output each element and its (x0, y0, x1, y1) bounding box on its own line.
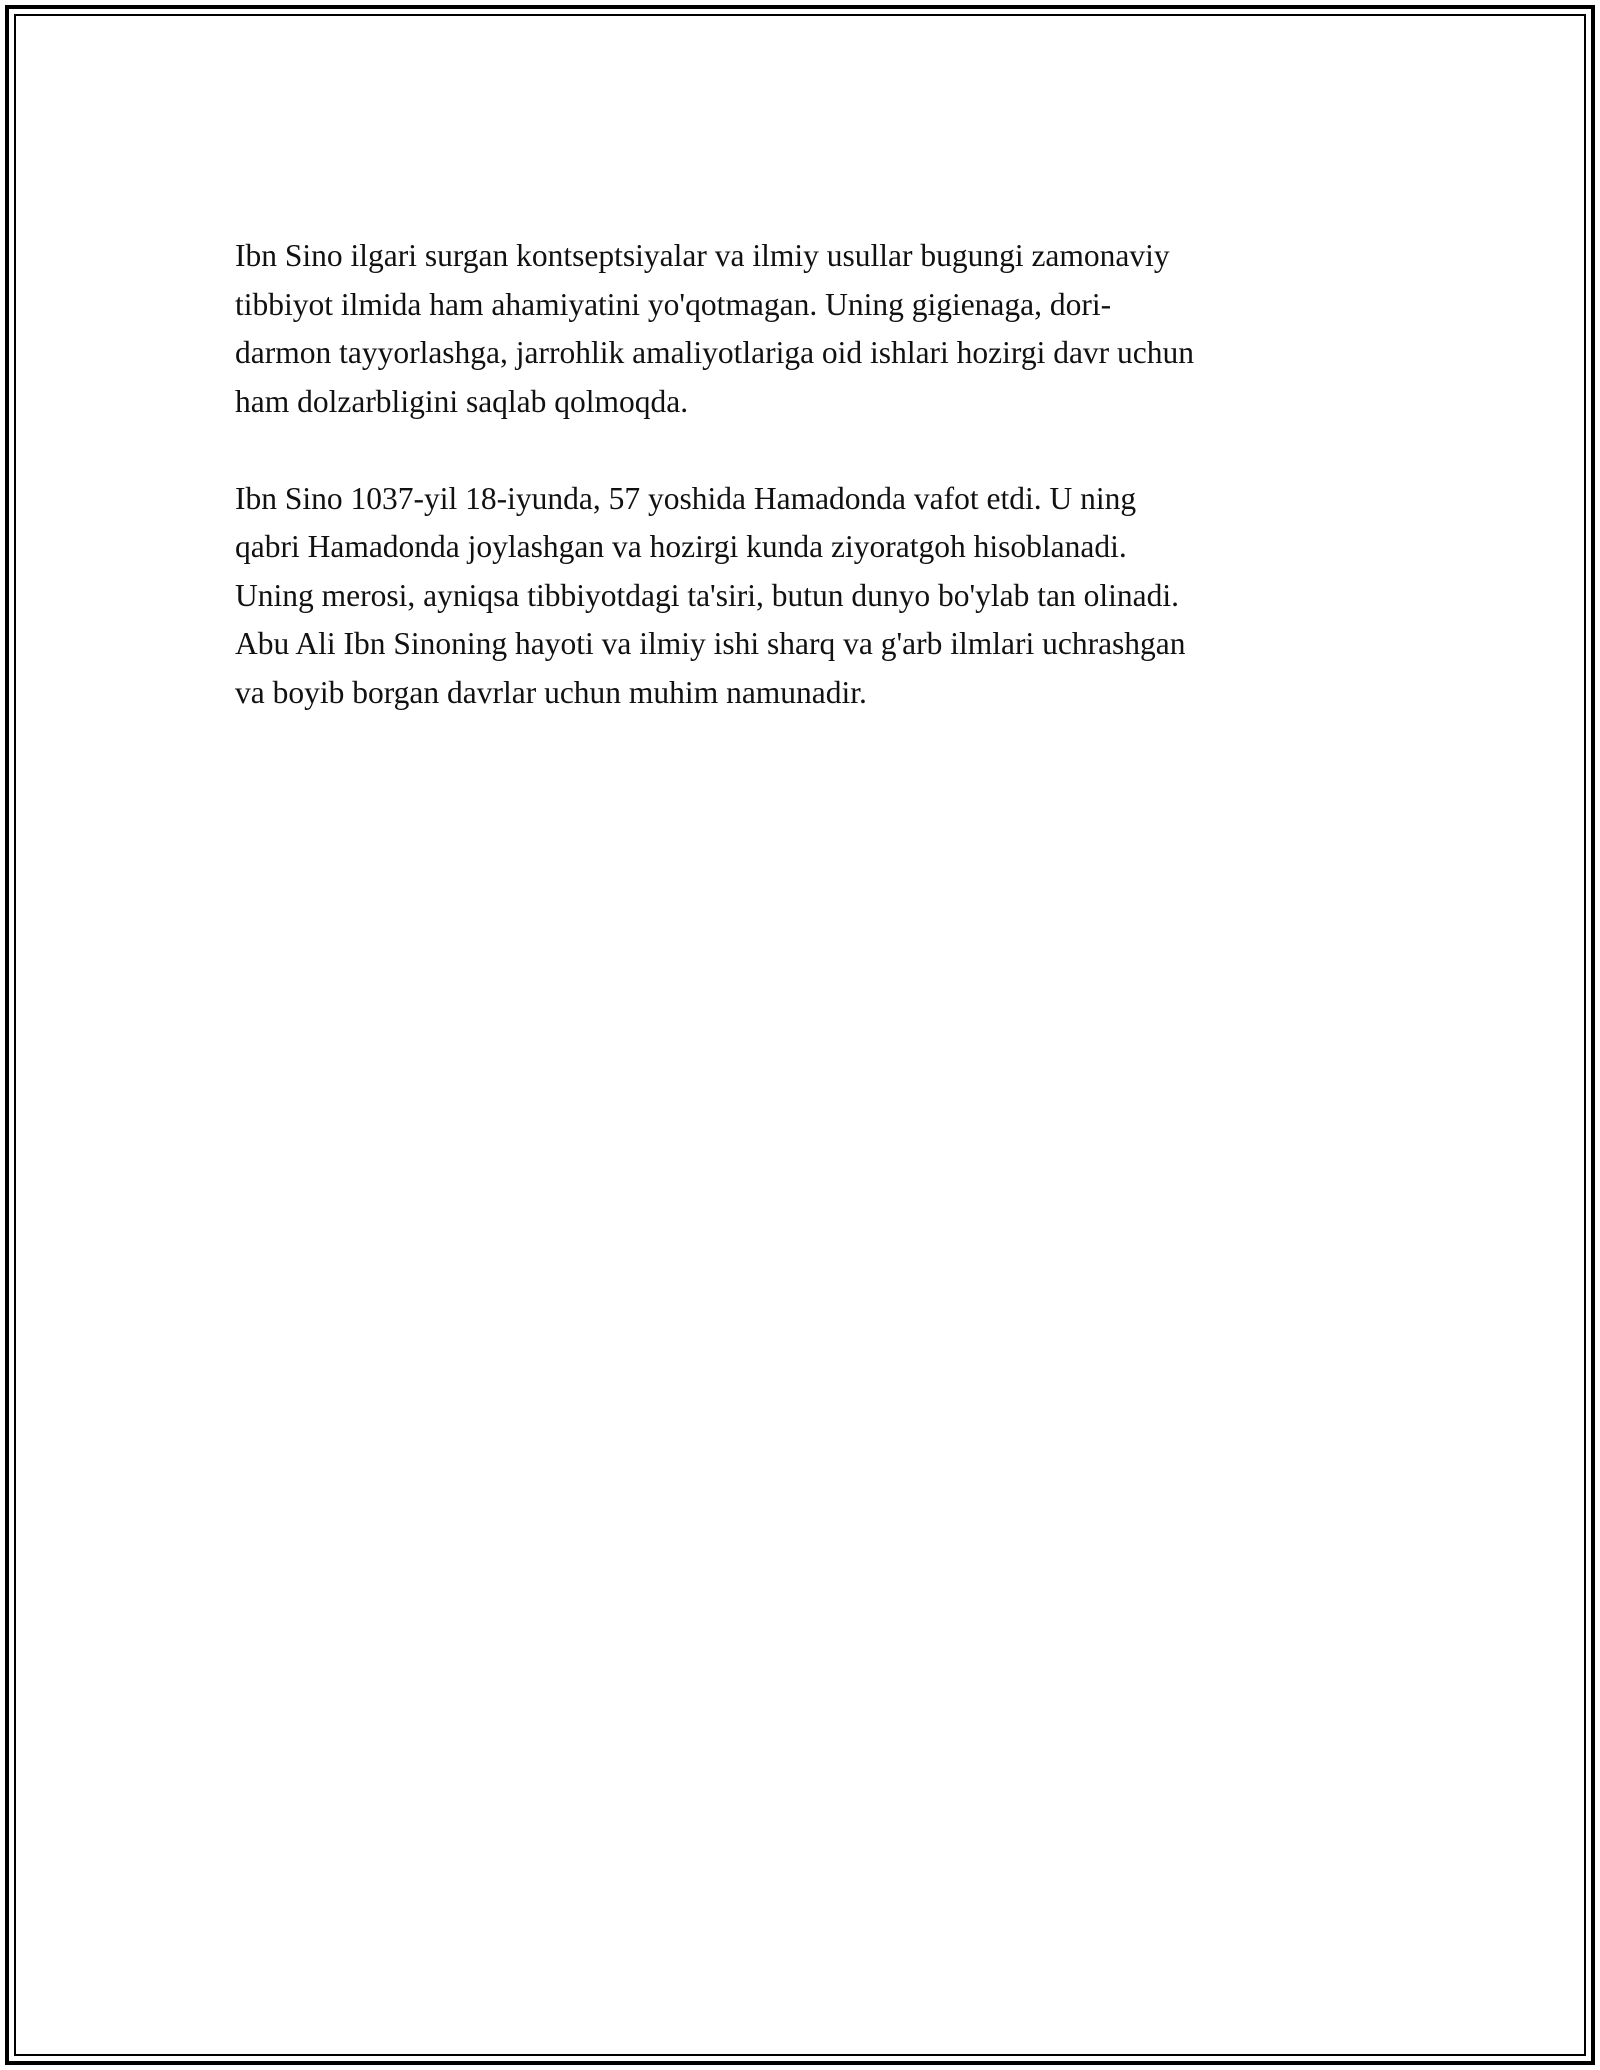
paragraph-death-and-heritage: Ibn Sino 1037-yil 18-iyunda, 57 yoshida Hamadonda vafot etdi. U ning qabri Hamadonda joylashgan va hozirgi kunda ziyoratgoh hisoblanadi. Uning merosi, ayniqsa tibbiyotdagi ta'siri, butun dunyo bo'ylab tan olinadi. Abu Ali Ibn Sinoning hayoti va ilmiy ishi sharq va g'arb ilmlari uchrashgan va boyib borgan davrlar uchun muhim namunadir. (235, 480, 1186, 710)
document-body (235, 232, 1365, 717)
paragraph-legacy: Ibn Sino ilgari surgan kontseptsiyalar va ilmiy usullar bugungi zamonaviy tibbiyot ilmida ham ahamiyatini yo'qotmagan. Uning gigienaga, dori- darmon tayyorlashga, jarrohlik amaliyotlariga oid ishlari hozirgi davr uchun ham dolzarbligini saqlab qolmoqda. (235, 238, 1195, 419)
